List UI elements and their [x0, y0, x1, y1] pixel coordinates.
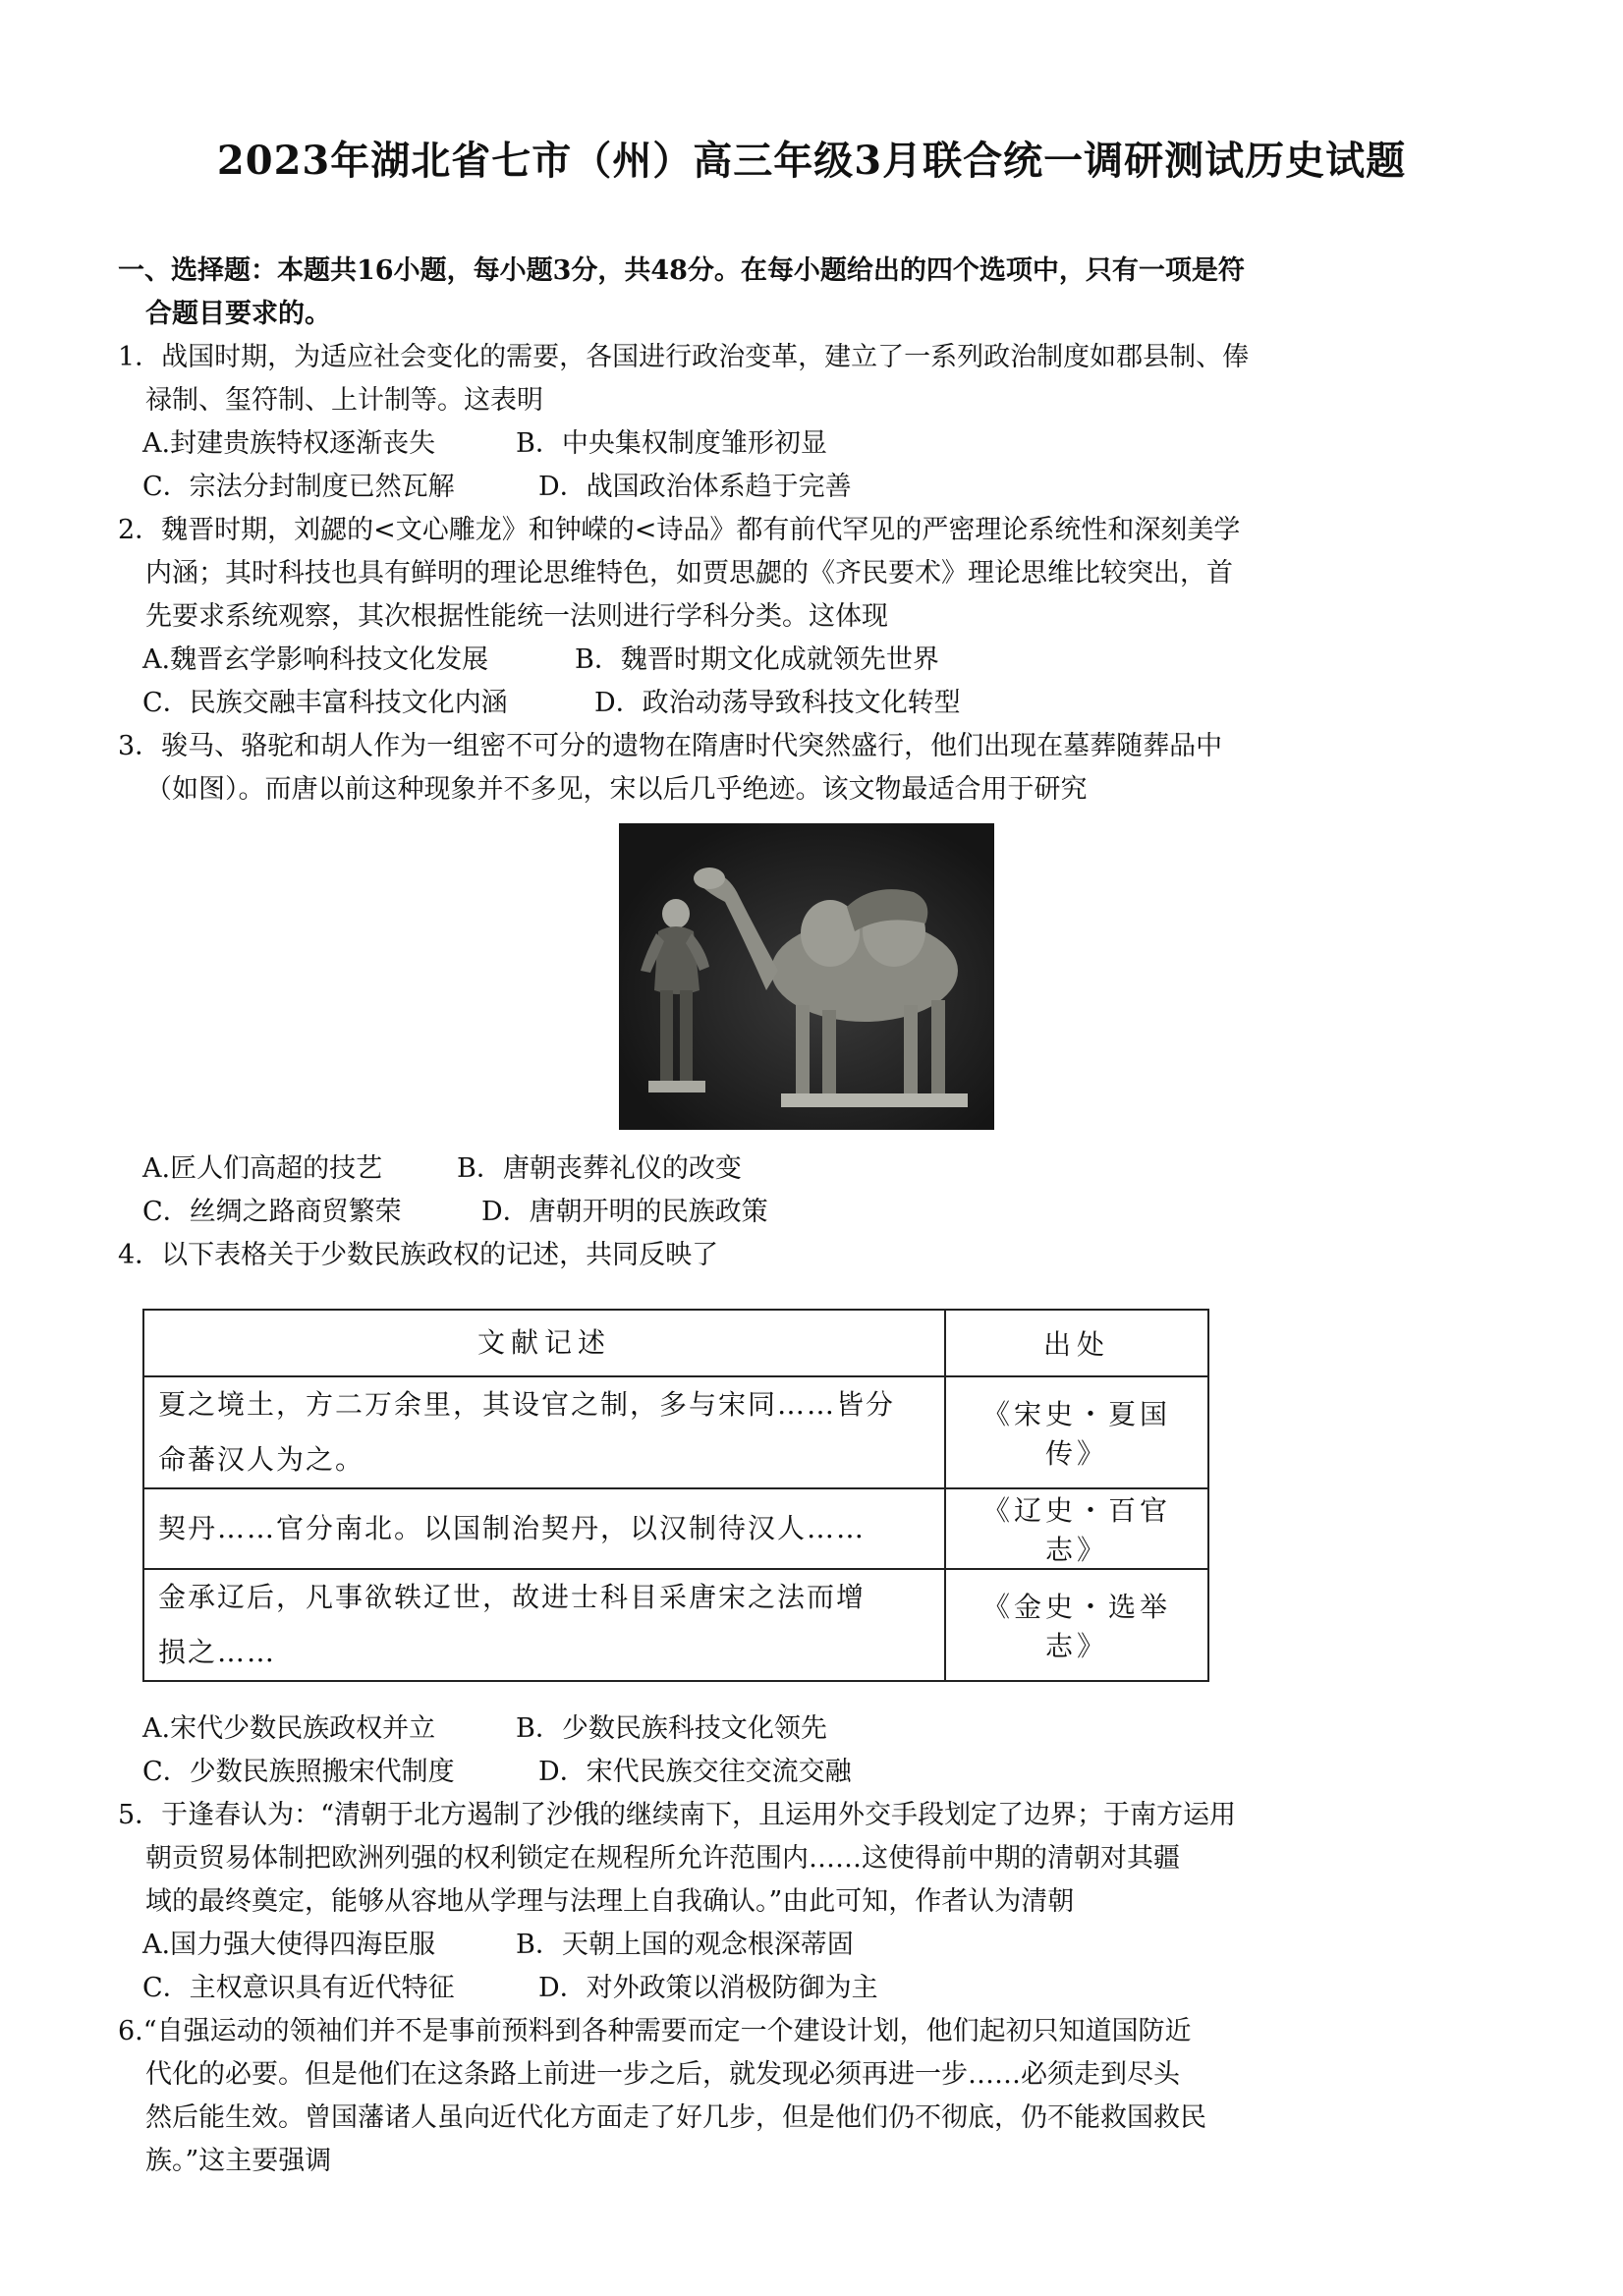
q4-stem: 4．以下表格关于少数民族政权的记述，共同反映了 [118, 1240, 719, 1270]
q2-stem-line3: 先要求系统观察，其次根据性能统一法则进行学科分类。这体现 [145, 601, 888, 632]
q4-option-a: A.宋代少数民族政权并立 [142, 1713, 436, 1744]
table-cell-source: 《金史・选举志》 [945, 1569, 1208, 1681]
q3-stem-line2: （如图）。而唐以前这种现象并不多见，宋以后几乎绝迹。该文物最适合用于研究 [145, 774, 1088, 805]
q1-stem-line2: 禄制、玺符制、上计制等。这表明 [145, 385, 543, 416]
section-heading-cont: 合题目要求的。 [145, 299, 331, 329]
q4-option-c: C．少数民族照搬宋代制度 [142, 1757, 455, 1787]
q1-stem-line1: 1．战国时期，为适应社会变化的需要，各国进行政治变革，建立了一系列政治制度如郡县制、俸 [118, 342, 1250, 372]
q1-option-c: C．宗法分封制度已然瓦解 [142, 472, 455, 502]
table-header-row [143, 1310, 1208, 1376]
table-cell-record: 夏之境土，方二万余里，其设官之制，多与宋同……皆分 命蕃汉人为之。 [143, 1376, 945, 1488]
q5-option-d: D．对外政策以消极防御为主 [538, 1973, 878, 2003]
q6-stem-line3: 然后能生效。曾国藩诸人虽向近代化方面走了好几步，但是他们仍不彻底，仍不能救国救民 [145, 2102, 1206, 2133]
q3-option-a: A.匠人们高超的技艺 [142, 1153, 383, 1184]
q3-option-d: D．唐朝开明的民族政策 [481, 1197, 768, 1227]
q5-stem-line2: 朝贡贸易体制把欧洲列强的权利锁定在规程所允许范围内……这使得前中期的清朝对其疆 [145, 1843, 1180, 1874]
q5-option-b: B．天朝上国的观念根深蒂固 [516, 1930, 854, 1960]
table-cell-source: 《辽史・百官志》 [945, 1488, 1208, 1569]
q6-stem-line4: 族。”这主要强调 [145, 2146, 332, 2176]
q1-option-a: A.封建贵族特权逐渐丧失 [142, 428, 436, 459]
q5-stem-line3: 域的最终奠定，能够从容地从学理与法理上自我确认。”由此可知，作者认为清朝 [145, 1886, 1075, 1917]
q6-stem-line1: 6.“自强运动的领袖们并不是事前预料到各种需要而定一个建设计划，他们起初只知道国防近 [118, 2016, 1192, 2046]
exam-title: 2023年湖北省七市（州）高三年级3月联合统一调研测试历史试题 [216, 138, 1407, 184]
table-row [143, 1376, 1208, 1488]
q6-stem-line2: 代化的必要。但是他们在这条路上前进一步之后，就发现必须再进一步……必须走到尽头 [145, 2059, 1180, 2090]
q2-option-c: C．民族交融丰富科技文化内涵 [142, 688, 508, 718]
q5-stem-line1: 5．于逢春认为：“清朝于北方遏制了沙俄的继续南下，且运用外交手段划定了边界；于南方运用 [118, 1800, 1236, 1830]
table-header-source: 出处 [945, 1310, 1208, 1376]
q3-option-b: B．唐朝丧葬礼仪的改变 [457, 1153, 742, 1184]
table-row [143, 1488, 1208, 1569]
tomb-figurine-photo [619, 823, 994, 1130]
table-cell-record: 金承辽后，凡事欲轶辽世，故进士科目采唐宋之法而增 损之…… [143, 1569, 945, 1681]
q4-option-d: D．宋代民族交往交流交融 [538, 1757, 852, 1787]
table-row [143, 1569, 1208, 1681]
q4-option-b: B．少数民族科技文化领先 [516, 1713, 827, 1744]
q2-option-a: A.魏晋玄学影响科技文化发展 [142, 644, 489, 675]
q3-option-c: C．丝绸之路商贸繁荣 [142, 1197, 402, 1227]
table-cell-source: 《宋史・夏国传》 [945, 1376, 1208, 1488]
q1-option-b: B．中央集权制度雏形初显 [516, 428, 827, 459]
q2-stem-line1: 2．魏晋时期，刘勰的<文心雕龙》和钟嵘的<诗品》都有前代罕见的严密理论系统性和深刻美学 [118, 515, 1241, 545]
camel-and-foreigner-figurine [619, 823, 994, 1130]
table-cell-record: 契丹……官分南北。以国制治契丹，以汉制待汉人…… [143, 1488, 945, 1569]
q2-option-b: B．魏晋时期文化成就领先世界 [575, 644, 939, 675]
q2-option-d: D．政治动荡导致科技文化转型 [594, 688, 961, 718]
ethnic-regime-records-table [142, 1309, 1209, 1682]
table-header-record: 文献记述 [143, 1310, 945, 1376]
q3-stem-line1: 3．骏马、骆驼和胡人作为一组密不可分的遗物在隋唐时代突然盛行，他们出现在墓葬随葬品中 [118, 731, 1223, 761]
q5-option-a: A.国力强大使得四海臣服 [142, 1930, 436, 1960]
q1-option-d: D．战国政治体系趋于完善 [538, 472, 852, 502]
q5-option-c: C．主权意识具有近代特征 [142, 1973, 455, 2003]
q2-stem-line2: 内涵；其时科技也具有鲜明的理论思维特色，如贾思勰的《齐民要术》理论思维比较突出，首 [145, 558, 1233, 588]
section-heading: 一、选择题：本题共16小题，每小题3分，共48分。在每小题给出的四个选项中，只有一项是符 [118, 255, 1245, 286]
